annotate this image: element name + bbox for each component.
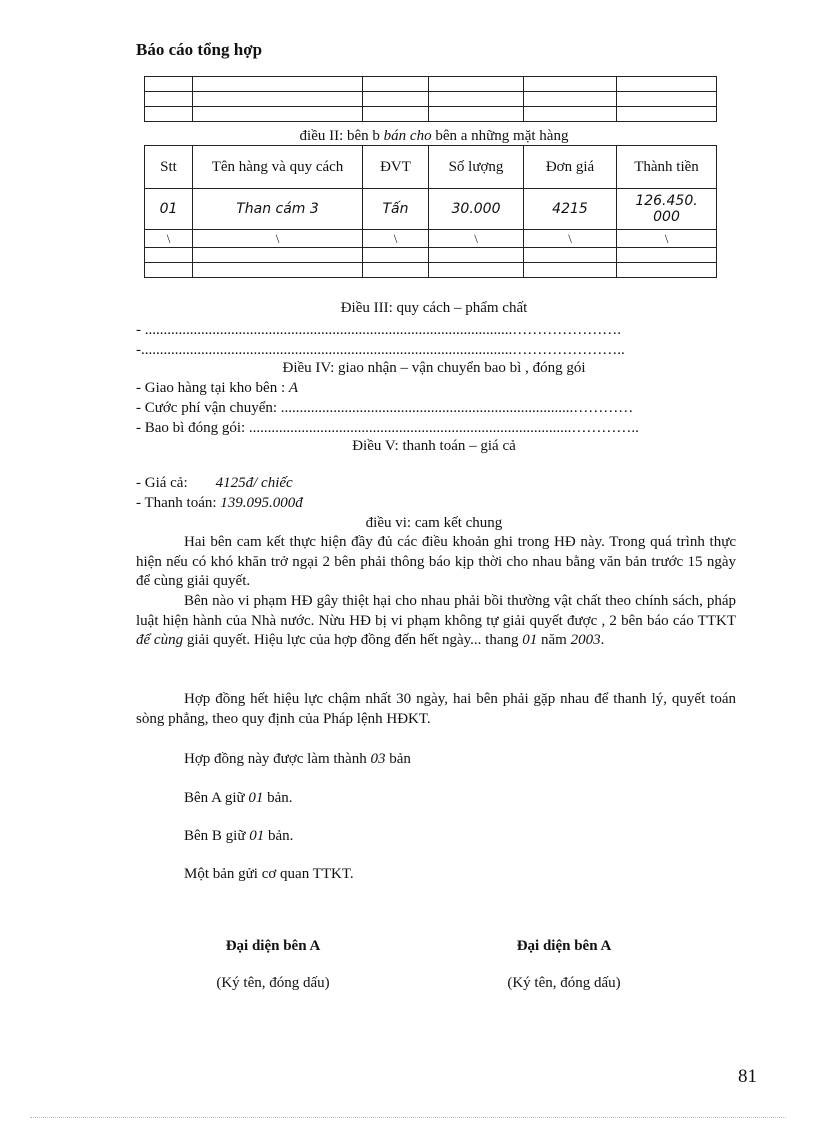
quality-blank-line: - ..................................................................................................………………….: [136, 322, 621, 338]
quality-blank-line: -...................................................................................................…………………..: [136, 342, 625, 358]
table-cell: \: [524, 230, 617, 248]
payment-line: - Thanh toán: 139.095.000đ: [136, 495, 303, 511]
header-name: Tên hàng và quy cách: [193, 146, 363, 189]
article-3-heading: Điều III: quy cách – phẩm chất: [340, 300, 528, 316]
table-row: [145, 77, 717, 92]
header-stt: Stt: [145, 146, 193, 189]
table-row: [145, 92, 717, 107]
party-b-copy-line: Bên B giữ 01 bản.: [184, 828, 294, 844]
table-header-row: [145, 146, 717, 189]
signature-role: Đại diện bên A: [225, 938, 321, 954]
article-6-heading: điều vi: cam kết chung: [365, 515, 503, 531]
signature-block-left: [163, 938, 383, 992]
article-5-heading: Điều V: thanh toán – giá cả: [352, 438, 516, 454]
table-cell: Than cám 3: [193, 189, 363, 230]
header-unit-price: Đơn giá: [524, 146, 617, 189]
signature-note: (Ký tên, đóng dấu): [507, 975, 621, 991]
table-cell: 01: [145, 189, 193, 230]
table-cell: \: [193, 230, 363, 248]
party-a-copy-line: Bên A giữ 01 bản.: [184, 790, 293, 806]
table-row: [145, 263, 717, 278]
table-cell: 126.450. 000: [617, 189, 717, 230]
table-row: [145, 107, 717, 122]
page-title: Báo cáo tổng hợp: [136, 40, 263, 59]
table-cell: \: [429, 230, 524, 248]
commitment-paragraph-2: Bên nào vi phạm HĐ gây thiệt hại cho nhau phải bồi thường vật chất theo chính sách, pháp luật hiện hành của Nhà nước. Nừu HĐ bị vi phạm không tự giải quyết được , 2 bên báo cáo TTKT để cùng giải quyết. Hiệu lực của hợp đồng đến hết ngày... thang 01 năm 2003.: [136, 593, 736, 648]
table-cell: \: [145, 230, 193, 248]
goods-table: [144, 145, 717, 278]
freight-line: - Cước phí vận chuyển: ..............................................................................…………: [136, 400, 634, 416]
footer-divider: [30, 1117, 786, 1118]
delivery-location: - Giao hàng tại kho bên : A: [136, 380, 299, 396]
article-4-heading: Điều IV: giao nhận – vận chuyển bao bì , đóng gói: [282, 360, 586, 376]
header-total: Thành tiền: [617, 146, 717, 189]
table-row: [145, 189, 717, 230]
office-copy-line: Một bản gửi cơ quan TTKT.: [184, 866, 354, 882]
table-cell: \: [617, 230, 717, 248]
table-row: [145, 230, 717, 248]
table-cell: \: [363, 230, 429, 248]
article-2-heading: điều II: bên b bán cho bên a những mặt hàng: [299, 128, 569, 144]
table-cell: 4215: [524, 189, 617, 230]
page-number: 81: [738, 1066, 757, 1087]
price-line: - Giá cả: 4125đ/ chiếc: [136, 475, 293, 491]
commitment-paragraph-1: Hai bên cam kết thực hiện đầy đủ các điều khoản ghi trong HĐ này. Trong quá trình thực hiện nếu có khó khăn trở ngại 2 bên phải thông báo kịp thời cho nhau bằng văn bản trước 15 ngày để cùng giải quyết.: [136, 534, 736, 589]
commitment-paragraph-3: Hợp đồng hết hiệu lực chậm nhất 30 ngày, hai bên phải gặp nhau để thanh lý, quyết toán sòng phẳng, theo quy định của Pháp lệnh HĐKT.: [136, 691, 736, 727]
empty-summary-table: [144, 76, 717, 122]
header-quantity: Số lượng: [429, 146, 524, 189]
packaging-line: - Bao bì đóng gói: ......................................................................................…………..: [136, 420, 639, 436]
signature-block-right: [454, 938, 674, 992]
copies-line: Hợp đồng này được làm thành 03 bản: [184, 751, 411, 767]
table-row: [145, 248, 717, 263]
header-unit: ĐVT: [363, 146, 429, 189]
signature-role: Đại diện bên A: [516, 938, 612, 954]
signature-note: (Ký tên, đóng dấu): [216, 975, 330, 991]
table-cell: 30.000: [429, 189, 524, 230]
table-cell: Tấn: [363, 189, 429, 230]
